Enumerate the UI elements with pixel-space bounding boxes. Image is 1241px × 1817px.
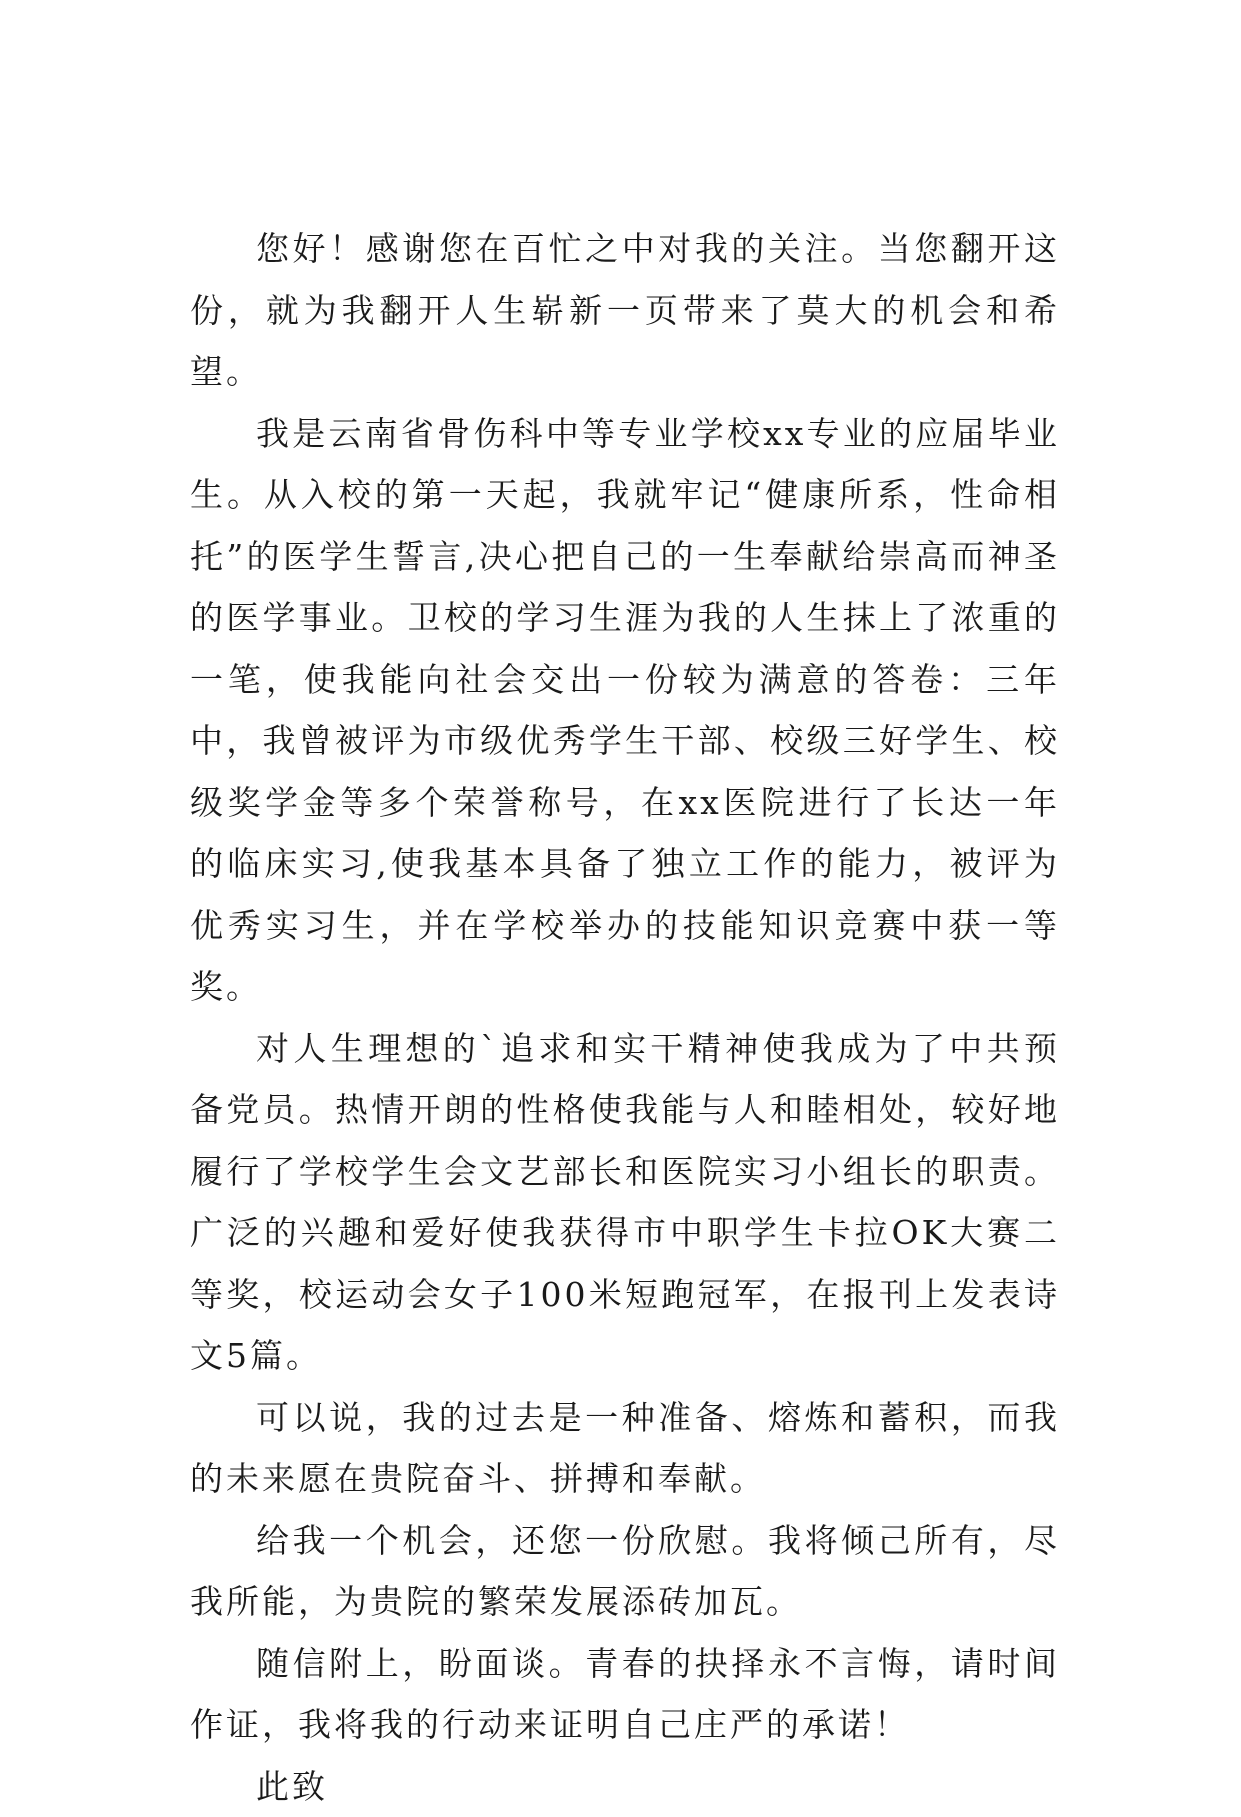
paragraph-request: 给我一个机会，还您一份欣慰。我将倾己所有，尽我所能，为贵院的繁荣发展添砖加瓦。 (190, 1510, 1060, 1633)
letter-body (190, 218, 1060, 1817)
paragraph-personality: 对人生理想的`追求和实干精神使我成为了中共预备党员。热情开朗的性格使我能与人和睦相处，较好地履行了学校学生会文艺部长和医院实习小组长的职责。广泛的兴趣和爱好使我获得市中职学生卡拉OK大赛二等奖，校运动会女子100米短跑冠军，在报刊上发表诗文5篇。 (190, 1018, 1060, 1387)
paragraph-background: 我是云南省骨伤科中等专业学校xx专业的应届毕业生。从入校的第一天起，我就牢记“健康所系，性命相托”的医学生誓言,决心把自己的一生奉献给崇高而神圣的医学事业。卫校的学习生涯为我的人生抹上了浓重的一笔，使我能向社会交出一份较为满意的答卷：三年中，我曾被评为市级优秀学生干部、校级三好学生、校级奖学金等多个荣誉称号，在xx医院进行了长达一年的临床实习,使我基本具备了独立工作的能力，被评为优秀实习生，并在学校举办的技能知识竞赛中获一等奖。 (190, 403, 1060, 1018)
paragraph-future: 可以说，我的过去是一种准备、熔炼和蓄积，而我的未来愿在贵院奋斗、拼搏和奉献。 (190, 1387, 1060, 1510)
paragraph-salutation: 此致 (190, 1756, 1060, 1817)
paragraph-closing: 随信附上，盼面谈。青春的抉择永不言悔，请时间作证，我将我的行动来证明自己庄严的承诺！ (190, 1633, 1060, 1756)
paragraph-greeting: 您好！感谢您在百忙之中对我的关注。当您翻开这份，就为我翻开人生崭新一页带来了莫大的机会和希望。 (190, 218, 1060, 403)
